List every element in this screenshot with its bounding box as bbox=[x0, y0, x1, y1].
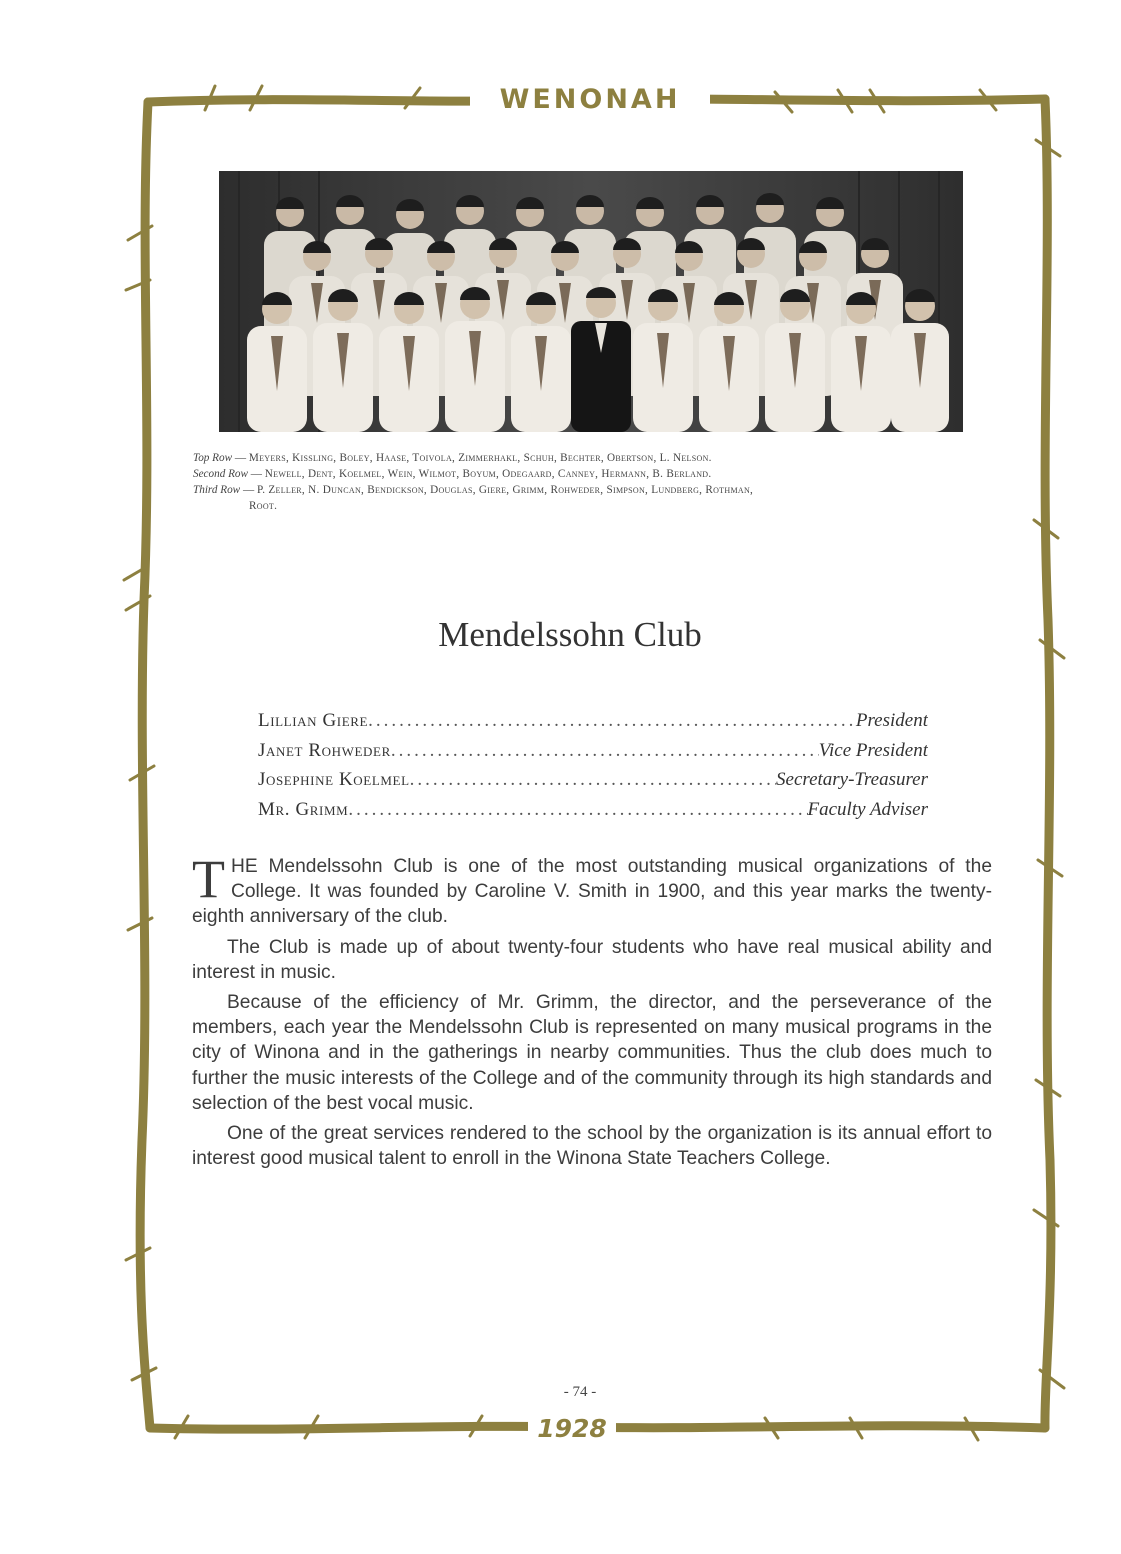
officer-role: Faculty Adviser bbox=[807, 798, 928, 820]
paragraph: The Club is made up of about twenty-four students who have real musical ability and interest in music. bbox=[192, 936, 992, 983]
officer-name: Josephine Koelmel bbox=[258, 769, 410, 790]
caption-names: P. Zeller, N. Duncan, Bendickson, Douglas, Giere, Grimm, Rohweder, Simpson, Lundberg, Rothman, bbox=[256, 484, 754, 496]
leader-dots bbox=[368, 706, 856, 736]
caption-names: Meyers, Kissling, Boley, Haase, Toivola, Zimmerhakl, Schuh, Bechter, Obertson, L. Nelson. bbox=[248, 452, 712, 464]
caption-top-row: Top Row — Meyers, Kissling, Boley, Haase, Toivola, Zimmerhakl, Schuh, Bechter, Obertson, L. Nelson. bbox=[193, 452, 712, 464]
officer-name: Mr. Grimm bbox=[258, 798, 349, 820]
officer-name: Lillian Giere bbox=[258, 710, 369, 731]
caption-row-label: Top Row bbox=[193, 452, 233, 464]
caption-second-row: Second Row — Newell, Dent, Koelmel, Wein, Wilmot, Boyum, Odegaard, Canney, Hermann, B. Berland. bbox=[193, 468, 712, 480]
officer-row bbox=[258, 736, 928, 766]
officer-role: President bbox=[855, 710, 928, 731]
officer-role: Secretary-Treasurer bbox=[776, 769, 928, 790]
officer-row bbox=[258, 795, 928, 825]
caption-names: Newell, Dent, Koelmel, Wein, Wilmot, Boyum, Odegaard, Canney, Hermann, B. Berland. bbox=[264, 468, 712, 480]
drop-cap: T bbox=[192, 849, 225, 909]
page-title: Mendelssohn Club bbox=[438, 615, 702, 654]
leader-dots bbox=[391, 736, 819, 766]
leader-dots bbox=[348, 795, 807, 825]
photo-caption bbox=[193, 450, 953, 514]
paragraph: THE Mendelssohn Club is one of the most outstanding musical organizations of the College. It was founded by Caroline V. Smith in 1900, and this year marks the twenty-eighth anniversary of the club. bbox=[192, 849, 992, 928]
page-number: - 74 - bbox=[563, 1384, 597, 1400]
caption-row-label: Third Row bbox=[193, 484, 241, 496]
group-photo-drawing bbox=[219, 171, 963, 432]
officer-row bbox=[258, 706, 928, 736]
leader-dots bbox=[410, 765, 776, 795]
paragraph: One of the great services rendered to the school by the organization is its annual effort to interest good musical talent to enroll in the Winona State Teachers College. bbox=[192, 1123, 992, 1170]
article-body bbox=[192, 849, 992, 1176]
running-title: WENONAH bbox=[470, 82, 710, 118]
caption-row-label: Second Row bbox=[193, 468, 248, 480]
caption-third-row-continued: Root. bbox=[249, 500, 278, 512]
officers-list bbox=[258, 706, 928, 824]
officer-row bbox=[258, 765, 928, 795]
paragraph: Because of the efficiency of Mr. Grimm, the director, and the perseverance of the members, each year the Mendelssohn Club is represented on many musical programs in the city of Winona and in the gatherings in nearby communities. Thus the club does much to further the music interests of the College and of the community through its high standards and selection of the best vocal music. bbox=[192, 992, 992, 1114]
caption-third-row: Third Row — P. Zeller, N. Duncan, Bendickson, Douglas, Giere, Grimm, Rohweder, Simpson, Lundberg, Rothman, bbox=[193, 484, 754, 496]
yearbook-year: 1928 bbox=[528, 1414, 616, 1444]
group-photo bbox=[219, 171, 963, 432]
officer-role: Vice President bbox=[818, 739, 928, 761]
officer-name: Janet Rohweder bbox=[258, 739, 391, 761]
